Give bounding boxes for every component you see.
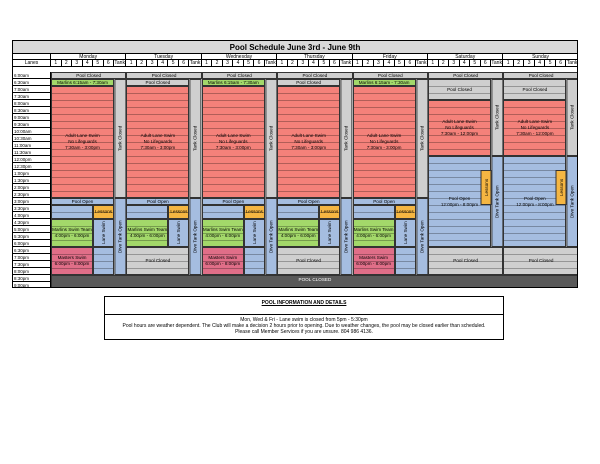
dive-tank-open-block: Dive Tank Open xyxy=(566,156,578,247)
lane-number: 6 xyxy=(254,60,265,67)
marlins-morning-block xyxy=(202,79,265,86)
block-text: 6:00pm - 8:00pm xyxy=(205,261,241,266)
lane-number: 6 xyxy=(179,60,190,67)
block-text: 7:30am - 3:00pm xyxy=(366,145,402,150)
block-text: Pool Closed xyxy=(145,258,171,263)
block-text: 4:00pm - 6:00pm xyxy=(54,233,90,238)
block-text: Marlins Swim Team xyxy=(353,227,394,232)
pool-open-lanes-block xyxy=(126,205,168,219)
block-text: 4:00pm - 6:00pm xyxy=(280,233,316,238)
schedule-title: Pool Schedule June 3rd - June 9th xyxy=(13,41,577,54)
lane-number: 6 xyxy=(556,60,567,67)
marlins-swim-team-block xyxy=(353,219,395,247)
day-header-friday: Friday xyxy=(353,54,428,60)
lane-number: 3 xyxy=(223,60,234,67)
block-text: Lessons xyxy=(245,209,263,214)
lane-number: 5 xyxy=(168,60,179,67)
block-text: Pool Closed xyxy=(453,258,479,263)
lane-number: 1 xyxy=(428,60,439,67)
lane-number: 4 xyxy=(158,60,169,67)
block-text: Marlins Swim Team xyxy=(278,227,319,232)
info-panel xyxy=(104,296,504,340)
time-label: 11:00am xyxy=(13,142,51,149)
marlins-swim-team-block xyxy=(277,219,319,247)
block-text: Lessons xyxy=(170,209,188,214)
schedule-sheet xyxy=(12,40,578,288)
pool-open-lanes-block xyxy=(202,205,244,219)
block-text: No Lifeguards xyxy=(143,139,173,144)
block-text: 7:30am - 3:00pm xyxy=(65,145,100,150)
dive-tank-open-block: Dive Tank Open xyxy=(114,198,126,275)
pool-open-lanes-block xyxy=(51,205,93,219)
lane-swim-block: Lane Swim xyxy=(319,219,340,247)
dive-tank-open-block: Dive Tank Open xyxy=(340,198,352,275)
time-label: 7:30pm xyxy=(13,261,51,268)
block-text: No Lifeguards xyxy=(68,139,97,144)
lane-number: 2 xyxy=(212,60,223,67)
lane-swim-block: Lane Swim xyxy=(93,219,114,247)
time-label: 11:30am xyxy=(13,149,51,156)
lane-number: 2 xyxy=(62,60,73,67)
pool-closed-morning xyxy=(277,72,352,79)
day-header-saturday: Saturday xyxy=(428,54,503,60)
time-label: 4:30pm xyxy=(13,219,51,226)
lane-number: Tank xyxy=(189,60,201,66)
marlins-swim-team-block xyxy=(202,219,244,247)
time-label: 9:00am xyxy=(13,114,51,121)
tank-closed-block: Tank Closed xyxy=(566,79,578,156)
lane-number: 1 xyxy=(277,60,288,67)
block-text: 12:00pm - 8:00pm xyxy=(440,201,479,207)
adult-lane-swim-block xyxy=(503,100,566,156)
adult-lane-swim-block xyxy=(126,86,189,198)
block-text: 4:00pm - 6:00pm xyxy=(356,233,391,238)
block-text: 7:30am - 3:00pm xyxy=(291,145,327,150)
block-text: Pool Closed xyxy=(302,72,328,78)
lane-swim-block: Lane Swim xyxy=(395,219,416,247)
block-text: Pool Closed xyxy=(522,86,548,92)
dive-tank-open-block: Dive Tank Open xyxy=(265,198,277,275)
masters-swim-block xyxy=(202,247,244,275)
lane-swim-block: Lane Swim xyxy=(244,219,265,247)
lessons-block: Lessons xyxy=(556,170,567,205)
day-header-wednesday: Wednesday xyxy=(202,54,277,60)
block-text: Pool Open xyxy=(71,198,94,204)
time-label: 9:30am xyxy=(13,121,51,128)
lane-number: 4 xyxy=(384,60,395,67)
lane-number: Tank xyxy=(114,60,125,66)
tank-closed-block: Tank Closed xyxy=(189,79,201,198)
block-text: Pool Open xyxy=(297,198,320,204)
dive-tank-open-block: Dive Tank Open xyxy=(189,198,201,275)
time-label: 4:00pm xyxy=(13,212,51,219)
dive-tank-open-block: Dive Tank Open xyxy=(491,156,503,247)
block-text: Masters Swim xyxy=(208,255,238,260)
block-text: Pool Closed xyxy=(528,72,554,78)
pool-closed-block xyxy=(126,79,189,86)
block-text: Pool Closed xyxy=(447,86,472,92)
block-text: Pool Closed xyxy=(76,72,102,78)
block-text: 7:30am - 3:00pm xyxy=(215,145,251,150)
lane-number: 4 xyxy=(83,60,94,67)
lessons-block xyxy=(168,205,189,219)
adult-lane-swim-block xyxy=(202,86,265,198)
lane-number: 6 xyxy=(330,60,341,67)
block-text: Pool Closed xyxy=(296,258,322,263)
block-text: No Lifeguards xyxy=(520,125,550,130)
time-label: 6:30am xyxy=(13,79,51,86)
lane-swim-block: Lane Swim xyxy=(168,219,189,247)
info-line-2: Pool hours are weather dependent. The Club will make a decision 2 hours prior to opening. Due to weather changes, the pool may be closed earlier than scheduled. xyxy=(122,323,486,329)
lane-number: 4 xyxy=(460,60,471,67)
time-label: 10:00am xyxy=(13,128,51,135)
block-text: Pool Closed xyxy=(528,258,554,263)
lane-number: 4 xyxy=(309,60,320,67)
lane-number: 5 xyxy=(244,60,255,67)
pool-closed-footer: POOL CLOSED xyxy=(51,275,578,288)
time-label: 6:00am xyxy=(13,72,51,79)
lane-number: 3 xyxy=(374,60,385,67)
block-text: 7:30am - 3:00pm xyxy=(140,145,176,150)
block-text: Marlins Swim Team xyxy=(202,227,243,232)
lessons-block xyxy=(93,205,114,219)
block-text: No Lifeguards xyxy=(369,139,399,144)
lane-number: 1 xyxy=(202,60,213,67)
lessons-block xyxy=(319,205,340,219)
lane-number: Tank xyxy=(491,60,502,66)
pool-open-block xyxy=(202,198,265,205)
marlins-morning-block xyxy=(353,79,416,86)
tank-closed-block: Tank Closed xyxy=(491,79,503,156)
time-label: 8:30pm xyxy=(13,275,51,282)
lane-number: 1 xyxy=(51,60,62,67)
time-label: 8:00am xyxy=(13,100,51,107)
pool-open-lanes-block xyxy=(353,205,395,219)
block-text: Lessons xyxy=(94,209,113,214)
block-text: Pool Open xyxy=(448,195,471,201)
block-text: Pool Closed xyxy=(227,72,252,78)
pool-open-evening-block xyxy=(244,247,265,275)
lane-number: 2 xyxy=(514,60,525,67)
lane-number: 3 xyxy=(147,60,158,67)
time-label: 12:30pm xyxy=(13,163,51,170)
time-label: 5:00pm xyxy=(13,226,51,233)
pool-closed-block xyxy=(428,79,491,100)
time-label: 3:30pm xyxy=(13,205,51,212)
lane-number: 2 xyxy=(439,60,450,67)
block-text: Pool Open xyxy=(373,198,395,204)
lane-number: 5 xyxy=(319,60,330,67)
time-label: 6:00pm xyxy=(13,240,51,247)
lane-number: 1 xyxy=(503,60,514,67)
pool-closed-morning xyxy=(51,72,126,79)
adult-lane-swim-block xyxy=(353,86,416,198)
block-text: Marlins Swim Team xyxy=(127,227,168,232)
block-text: Masters Swim xyxy=(359,255,389,260)
pool-open-block xyxy=(126,198,189,205)
time-label: 9:00pm xyxy=(13,282,51,288)
block-text: 6:00pm - 8:00pm xyxy=(356,261,391,266)
pool-open-block xyxy=(353,198,416,205)
dive-tank-open-block: Dive Tank Open xyxy=(416,198,428,275)
adult-lane-swim-block xyxy=(428,100,491,156)
block-text: 12:00pm - 8:00pm xyxy=(516,201,554,207)
block-text: Masters Swim xyxy=(57,255,87,260)
block-text: Adult Lane Swim xyxy=(216,133,251,138)
pool-open-block xyxy=(277,198,340,205)
block-text: Marlins 6:15am - 7:30am xyxy=(358,79,410,85)
lane-number: Tank xyxy=(416,60,427,66)
block-text: Marlins 6:15am - 7:30am xyxy=(57,79,108,85)
lane-number: 5 xyxy=(470,60,481,67)
lessons-block: Lessons xyxy=(481,170,492,205)
time-label: 6:30pm xyxy=(13,247,51,254)
block-text: Adult Lane Swim xyxy=(366,133,402,138)
lane-number: 2 xyxy=(288,60,299,67)
lane-number: 3 xyxy=(524,60,535,67)
block-text: Pool Closed xyxy=(377,72,403,78)
lane-number: Tank xyxy=(566,60,578,66)
lane-number: 2 xyxy=(363,60,374,67)
day-header-tuesday: Tuesday xyxy=(126,54,201,60)
lane-number: 5 xyxy=(545,60,556,67)
marlins-swim-team-block xyxy=(126,219,168,247)
adult-lane-swim-block xyxy=(51,86,114,198)
lanes-label: Lanes xyxy=(13,60,51,67)
time-label: 7:00pm xyxy=(13,254,51,261)
block-text: 4:00pm - 6:00pm xyxy=(130,233,165,238)
pool-closed-morning xyxy=(428,72,503,79)
marlins-swim-team-block xyxy=(51,219,93,247)
lane-number: 2 xyxy=(137,60,148,67)
block-text: Adult Lane Swim xyxy=(291,133,326,138)
lane-number: 6 xyxy=(481,60,492,67)
block-text: No Lifeguards xyxy=(294,139,323,144)
block-text: Lessons xyxy=(396,209,414,214)
lane-number: 1 xyxy=(353,60,364,67)
day-header-sunday: Sunday xyxy=(503,54,578,60)
pool-closed-evening-block xyxy=(503,247,578,275)
time-label: 10:30am xyxy=(13,135,51,142)
lane-number: 1 xyxy=(126,60,137,67)
block-text: No Lifeguards xyxy=(445,125,474,130)
block-text: 7:30am - 12:00pm xyxy=(516,131,554,136)
block-text: Pool Open xyxy=(222,198,245,204)
pool-open-lanes-block xyxy=(277,205,319,219)
block-text: Adult Lane Swim xyxy=(140,133,176,138)
tank-closed-block: Tank Closed xyxy=(114,79,126,198)
block-text: Pool Open xyxy=(524,195,546,201)
adult-lane-swim-block xyxy=(277,86,340,198)
day-header-monday: Monday xyxy=(51,54,126,60)
day-header-thursday: Thursday xyxy=(277,54,352,60)
lane-number: 5 xyxy=(395,60,406,67)
block-text: No Lifeguards xyxy=(218,139,248,144)
lane-number: 3 xyxy=(72,60,83,67)
tank-closed-block: Tank Closed xyxy=(416,79,428,198)
pool-open-evening-block xyxy=(395,247,416,275)
time-label: 3:00pm xyxy=(13,198,51,205)
lane-number: 3 xyxy=(298,60,309,67)
lessons-block xyxy=(395,205,416,219)
block-text: 7:30am - 12:00pm xyxy=(440,131,479,136)
lessons-block xyxy=(244,205,265,219)
block-text: Pool Closed xyxy=(296,79,322,85)
info-heading: POOL INFORMATION AND DETAILS xyxy=(261,300,347,306)
block-text: 4:00pm - 6:00pm xyxy=(205,233,241,238)
time-label: 2:30pm xyxy=(13,191,51,198)
masters-swim-block xyxy=(353,247,395,275)
lane-number: 6 xyxy=(104,60,115,67)
block-text: Adult Lane Swim xyxy=(517,119,553,124)
pool-closed-evening-block xyxy=(428,247,503,275)
lane-number: 4 xyxy=(535,60,546,67)
time-label: 7:30am xyxy=(13,93,51,100)
pool-closed-evening-block xyxy=(277,247,340,275)
lane-number: 6 xyxy=(405,60,416,67)
block-text: Pool Open xyxy=(147,198,169,204)
time-label: 7:00am xyxy=(13,86,51,93)
block-text: Lessons xyxy=(321,209,339,214)
lane-number: 3 xyxy=(449,60,460,67)
pool-closed-evening-block xyxy=(126,247,189,275)
pool-closed-block xyxy=(277,79,340,86)
pool-closed-morning xyxy=(126,72,201,79)
pool-open-block xyxy=(51,198,114,205)
block-text: Marlins 6:15am - 7:30am xyxy=(207,79,259,85)
time-label: 2:00pm xyxy=(13,184,51,191)
block-text: Pool Closed xyxy=(151,72,177,78)
time-label: 8:30am xyxy=(13,107,51,114)
pool-closed-block xyxy=(503,79,566,100)
pool-open-evening-block xyxy=(93,247,114,275)
info-line-3: Please call Member Services if you are unsure. 804 986 4136. xyxy=(235,329,373,335)
lane-number: Tank xyxy=(265,60,276,66)
lane-number: Tank xyxy=(340,60,352,66)
pool-closed-morning xyxy=(202,72,277,79)
block-text: Adult Lane Swim xyxy=(442,119,477,124)
tank-closed-block: Tank Closed xyxy=(265,79,277,198)
tank-closed-block: Tank Closed xyxy=(340,79,352,198)
time-label: 1:30pm xyxy=(13,177,51,184)
masters-swim-block xyxy=(51,247,93,275)
lane-number: 5 xyxy=(93,60,104,67)
info-line-1: Mon, Wed & Fri - Lane swim is closed from 5pm - 5:30pm xyxy=(240,317,368,323)
time-label: 8:00pm xyxy=(13,268,51,275)
time-label: 5:30pm xyxy=(13,233,51,240)
block-text: Pool Closed xyxy=(453,72,479,78)
marlins-morning-block xyxy=(51,79,114,86)
lane-number: 4 xyxy=(233,60,244,67)
time-label: 1:00pm xyxy=(13,170,51,177)
block-text: Adult Lane Swim xyxy=(65,133,100,138)
block-text: Pool Closed xyxy=(145,79,171,85)
time-label: 12:00pm xyxy=(13,156,51,163)
pool-closed-morning xyxy=(353,72,428,79)
block-text: Marlins Swim Team xyxy=(52,227,92,232)
pool-closed-morning xyxy=(503,72,578,79)
block-text: 6:00pm - 8:00pm xyxy=(54,261,90,266)
